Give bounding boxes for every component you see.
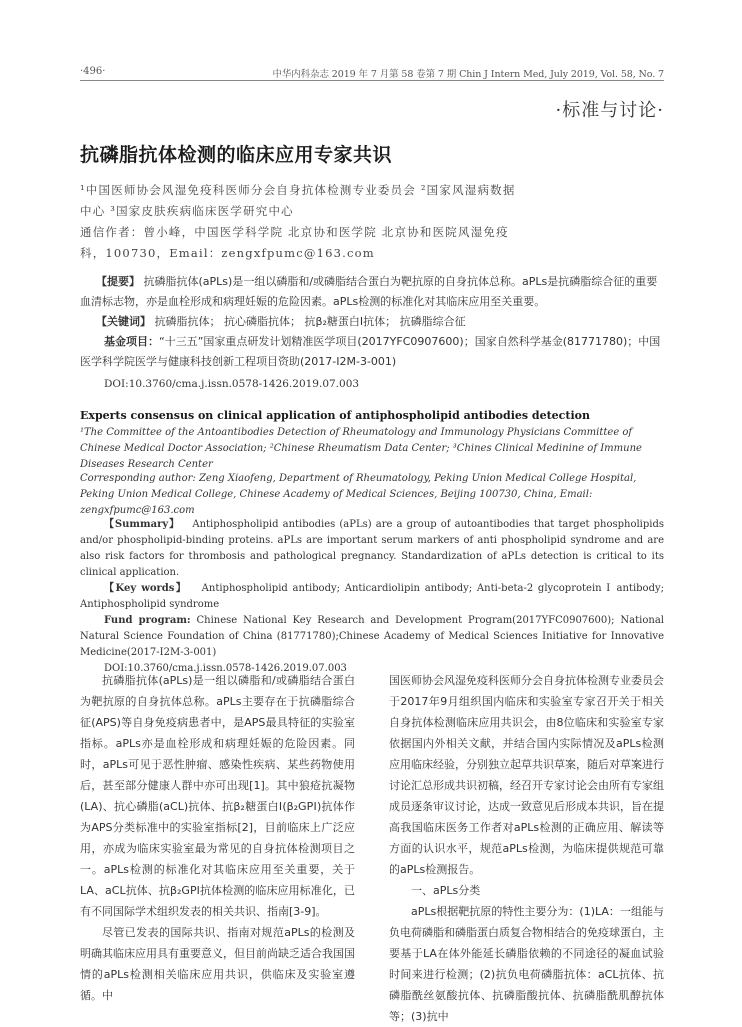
english-title: Experts consensus on clinical application of antiphospholipid antibodies detection [80, 409, 590, 422]
keywords-cn [80, 312, 664, 332]
summary-en-label: 【Summary】 [104, 519, 181, 530]
body-paragraph: aPLs根据靶抗原的特性主要分为：(1)LA：一组能与负电荷磷脂和磷脂蛋白质复合物相结合的免疫球蛋白，主要基于LA在体外能延长磷脂依赖的不同途径的凝血试验时间来进行检测；(2)抗负电荷磷脂抗体：aCL抗体、抗磷脂酰丝氨酸抗体、抗磷脂酸抗体、抗磷脂酰肌醇抗体等；(3)抗中 [389, 905, 664, 1023]
doi-en: DOI:10.3760/cma.j.issn.0578-1426.2019.07.003 [104, 663, 347, 674]
corresponding-line: 通信作者：曾小峰，中国医学科学院 北京协和医学院 北京协和医院风湿免疫 [80, 225, 509, 239]
body-column-right [389, 670, 664, 1027]
journal-header: 中华内科杂志 2019 年 7 月第 58 卷第 7 期 Chin J Intern Med, July 2019, Vol. 58, No. 7 [272, 69, 664, 80]
article-title: 抗磷脂抗体检测的临床应用专家共识 [80, 144, 393, 166]
fund-text: “十三五”国家重点研发计划精准医学项目(2017YFC0907600)；国家自然科学基金(81771780)；中国医学科学院医学与健康科技创新工程项目资助(2017-I2M-3-001) [80, 335, 661, 368]
english-abstract [80, 517, 664, 677]
keywords-en [80, 581, 664, 613]
english-corresponding: Corresponding author: Zeng Xiaofeng, Department of Rheumatology, Peking Union Medical College Hospital, Peking Union Medical College, Chinese Academy of Medical Sciences, Beijing 100730, China, Email: zengxfpumc@163.com [80, 473, 637, 516]
fund-en-label: Fund program: [104, 615, 191, 626]
english-affiliations: ¹The Committee of the Antoantibodies Detection of Rheumatology and Immunology Physicians Committee of Chinese Medical Doctor Association; ²Chinese Rheumatism Data Center; ³Chines Clinical Medinine of Immune Diseases Research Center [80, 427, 642, 470]
body-paragraph: 抗磷脂抗体(aPLs)是一组以磷脂和/或磷脂结合蛋白为靶抗原的自身抗体总称。aPLs主要存在于抗磷脂综合征(APS)等自身免疫病患者中，是APS最具特征的实验室指标。aPLs亦是血栓形成和病理妊娠的危险因素。同时，aPLs可见于恶性肿瘤、感染性疾病、某些药物使用后，甚至部分健康人群中亦可出现[1]。其中狼疮抗凝物(LA)、抗心磷脂(aCL)抗体、抗β₂糖蛋白Ⅰ(β₂GPⅠ)抗体作为APS分类标准中的实验室指标[2]，目前临床上广泛应用，亦成为临床实验室最为常见的自身抗体检测项目之一。aPLs检测的标准化对其临床应用至关重要，关于LA、aCL抗体、抗β₂GPⅠ抗体检测的临床应用标准化，已有不同国际学术组织发表的相关共识、指南[3-9]。 [80, 674, 355, 918]
keywords-en-label: 【Key words】 [104, 583, 188, 594]
affiliation-line: ¹中国医师协会风湿免疫科医师分会自身抗体检测专业委员会 ²国家风湿病数据 [80, 183, 516, 197]
body-paragraph: 国医师协会风湿免疫科医师分会自身抗体检测专业委员会于2017年9月组织国内临床和实验室专家召开关于相关自身抗体检测临床应用共识会，由8位临床和实验室专家依据国内外相关文献，并结合国内实际情况及aPLs检测应用临床经验，分别独立起草共识草案，随后对草案进行讨论汇总形成共识初稿，经召开专家讨论会由所有专家组成员逐条审议讨论，达成一致意见后形成本共识，旨在提高我国临床医务工作者对aPLs检测的正确应用、解读等方面的认识水平，规范aPLs检测，为临床提供规范可靠的aPLs检测报告。 [389, 674, 664, 876]
keywords-en-text: Antiphospholipid antibody; Anticardiolipin antibody; Anti-beta-2 glycoprotein Ⅰ antibody; Antiphospholipid syndrome [80, 583, 664, 610]
summary-text: 抗磷脂抗体(aPLs)是一组以磷脂和/或磷脂结合蛋白为靶抗原的自身抗体总称。aPLs是抗磷脂综合征的重要血清标志物，亦是血栓形成和病理妊娠的危险因素。aPLs检测的标准化对其临床应用至关重要。 [80, 275, 658, 308]
keywords-label: 【关键词】 [96, 315, 151, 328]
page-number: ·496· [80, 66, 106, 77]
summary-en-text: Antiphospholipid antibodies (aPLs) are a group of autoantibodies that target phospholipids and/or phospholipid-binding proteins. aPLs are important serum markers of anti phospholipid syndrome and are also risk factors for thrombosis and pathological pregnancy. Standardization of aPLs detection is critical to its clinical application. [80, 519, 664, 578]
section-heading: 一、aPLs分类 [411, 884, 481, 897]
doi-cn: DOI:10.3760/cma.j.issn.0578-1426.2019.07.003 [104, 378, 360, 390]
summary-en [80, 517, 664, 581]
header-rule [80, 80, 664, 81]
body-column-left [80, 670, 355, 1006]
fund-cn [80, 332, 664, 372]
fund-en [80, 613, 664, 661]
abstract-cn [80, 272, 664, 372]
section-tag: ·标准与讨论· [555, 100, 664, 121]
body-paragraph: 尽管已发表的国际共识、指南对规范aPLs的检测及明确其临床应用具有重要意义，但目前尚缺乏适合我国国情的aPLs检测相关临床应用共识，供临床及实验室遵循。中 [80, 926, 355, 1002]
summary-label: 【提要】 [96, 275, 140, 288]
fund-label: 基金项目： [104, 335, 159, 348]
affiliation-line: 中心 ³国家皮肤疾病临床医学研究中心 [80, 204, 294, 218]
summary-cn [80, 272, 664, 312]
corresponding-line: 科，100730，Email：zengxfpumc@163.com [80, 246, 375, 260]
fund-en-text: Chinese National Key Research and Development Program(2017YFC0907600); National Natural Science Foundation of China (81771780);Chinese Academy of Medical Sciences Initiative for Innovative Medicine(2017-I2M-3-001) [80, 615, 664, 658]
keywords-text: 抗磷脂抗体； 抗心磷脂抗体； 抗β₂糖蛋白Ⅰ抗体； 抗磷脂综合征 [154, 315, 466, 328]
affiliations-cn [80, 180, 664, 264]
